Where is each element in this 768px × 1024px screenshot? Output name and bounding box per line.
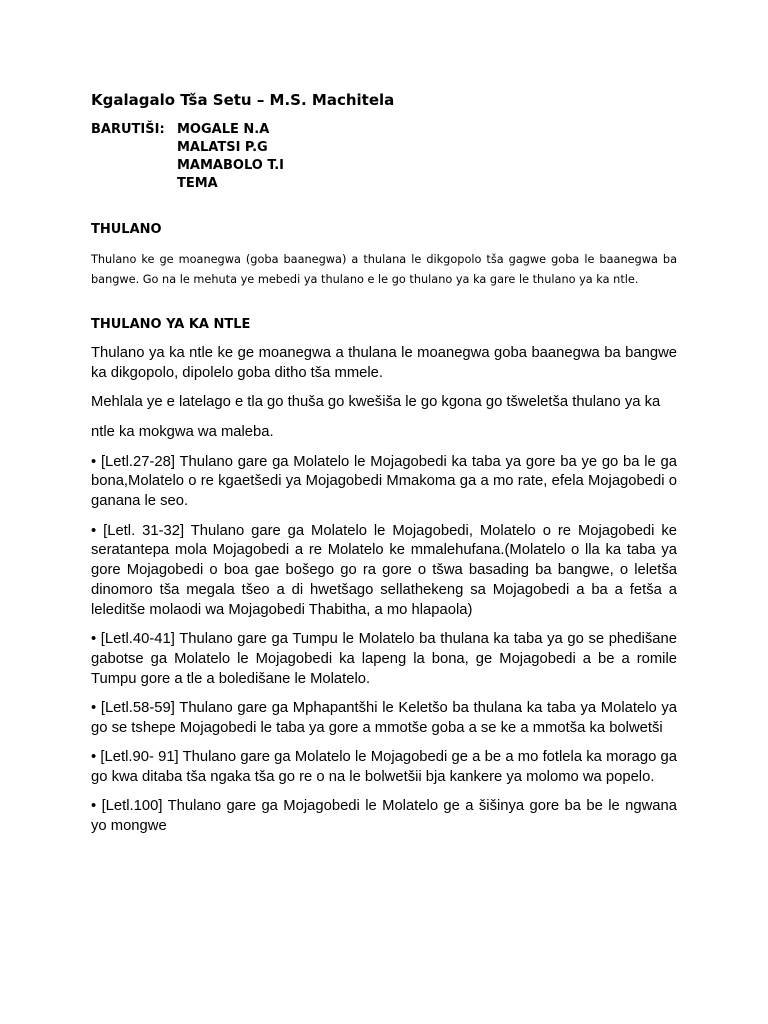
section-heading-thulano: THULANO — [91, 222, 162, 237]
document-title: Kgalagalo Tša Setu – M.S. Machitela — [91, 91, 395, 109]
paragraph: Mehlala ye e latelago e tla go thuša go kwešiša le go kgona go tšweletša thulano ya ka — [91, 394, 661, 411]
teacher-name: TEMA — [177, 176, 218, 191]
bullet-item: • [Letl.58-59] Thulano gare ga Mphapantšhi le Keletšo ba thulana ka taba ya Molatelo ya go se tshepe Mojagobedi le taba ya gore a mmotše goba a se ke a mmotša ka bolwetši — [91, 699, 677, 736]
teacher-row — [91, 175, 284, 193]
teacher-name: MAMABOLO T.I — [177, 158, 285, 173]
teacher-name: MALATSI P.G — [177, 140, 268, 155]
section-heading-thulano-ya-ka-ntle: THULANO YA KA NTLE — [91, 317, 251, 332]
bullet-item: • [Letl.100] Thulano gare ga Mojagobedi le Molatelo ge a šišinya gore ba be le ngwana yo mongwe — [91, 798, 677, 834]
teachers-label: BARUTIŠI: — [91, 122, 165, 137]
teachers-block — [91, 121, 284, 193]
bullet-item: • [Letl.27-28] Thulano gare ga Molatelo le Mojagobedi ka taba ya gore ba ye go ba le ga bona,Molatelo o re kgaetšedi ya Mojagobedi Mmakoma ga a mo rate, efela Mojagobedi o ganana le seo. — [91, 453, 677, 510]
paragraph: ntle ka mokgwa wa maleba. — [91, 423, 274, 440]
teacher-name: MOGALE N.A — [177, 122, 270, 137]
teacher-row — [91, 157, 284, 175]
bullet-item: • [Letl.40-41] Thulano gare ga Tumpu le Molatelo ba thulana ka taba ya go se phedišane gabotse ga Molatelo le Mojagobedi ka lapeng la bona, ge Mojagobedi a be a romile Tumpu gore a tle a boledišane le Molatelo. — [91, 631, 677, 687]
teacher-row — [91, 139, 284, 157]
section-intro-paragraph: Thulano ke ge moanegwa (goba baanegwa) a thulana le dikgopolo tša gagwe goba le baanegwa ba bangwe. Go na le mehuta ye mebedi ya thulano e le go thulano ya ka gare le thulano ya ka ntle. — [91, 253, 677, 286]
bullet-item: • [Letl.90- 91] Thulano gare ga Molatelo le Mojagobedi ge a be a mo fotlela ka morago ga go kwa ditaba tša ngaka tša go re o na le bolwetšii bja kankere ya molomo wa popelo. — [91, 749, 677, 785]
section-body — [91, 344, 677, 846]
bullet-item: • [Letl. 31-32] Thulano gare ga Molatelo le Mojagobedi, Molatelo o re Mojagobedi ke seratantepa mola Mojagobedi a re Molatelo ke mmalehufana.(Molatelo o lla ka taba ya gore Mojagobedi o boa gae bošego go ra gore o tšwa basading ba bangwe, o leletša dinomoro tša megala tšeo a di hwetšago sellathekeng sa Mojagobedi a ba a fetša a leleditše molaodi wa Mojagobedi Thabitha, a mo hlapaola) — [91, 522, 677, 618]
teacher-row — [91, 121, 284, 139]
paragraph: Thulano ya ka ntle ke ge moanegwa a thulana le moanegwa goba baanegwa ba bangwe ka dikgopolo, dipolelo goba ditho tša mmele. — [91, 345, 677, 381]
